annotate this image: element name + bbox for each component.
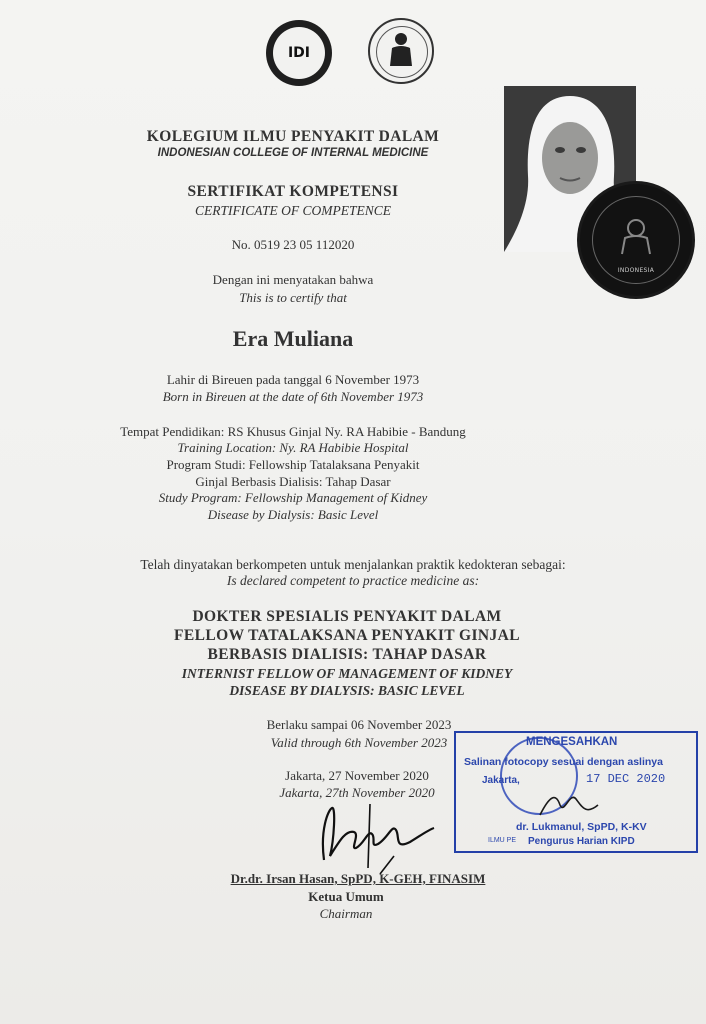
- idi-logo-text: IDI: [287, 45, 311, 61]
- idi-logo: [266, 20, 332, 86]
- certificate-number: No. 0519 23 05 112020: [231, 237, 355, 252]
- stamp-line1: Salinan fotocopy sesuai dengan aslinya: [464, 756, 663, 768]
- stamp-signature: [536, 785, 606, 825]
- certificate-title-en: CERTIFICATE OF COMPETENCE: [195, 203, 391, 218]
- program-id-line2: Ginjal Berbasis Dialisis: Tahap Dasar: [195, 474, 391, 489]
- role-id-line3: BERBASIS DIALISIS: TAHAP DASAR: [207, 646, 487, 663]
- seal-caption: INDONESIA: [617, 267, 655, 274]
- place-date-en: Jakarta, 27th November 2020: [279, 785, 435, 800]
- role-id-line2: FELLOW TATALAKSANA PENYAKIT GINJAL: [174, 627, 520, 644]
- valid-until-en: Valid through 6th November 2023: [270, 735, 448, 750]
- intro-id: Dengan ini menyatakan bahwa: [212, 272, 374, 287]
- college-name-id: KOLEGIUM ILMU PENYAKIT DALAM: [146, 128, 440, 145]
- signatory-role-en: Chairman: [319, 906, 373, 921]
- role-en-line1: INTERNIST FELLOW OF MANAGEMENT OF KIDNEY: [181, 666, 513, 681]
- stamp-small-text: ILMU PE: [488, 837, 517, 844]
- role-id-line1: DOKTER SPESIALIS PENYAKIT DALAM: [192, 608, 502, 625]
- signatory-name: Dr.dr. Irsan Hasan, SpPD, K-GEH, FINASIM: [230, 871, 486, 886]
- program-id-line1: Program Studi: Fellowship Tatalaksana Penyakit: [166, 457, 420, 472]
- program-en-line1: Study Program: Fellowship Management of Kidney: [158, 490, 428, 505]
- papdi-logo: [368, 18, 434, 84]
- training-location-id: Tempat Pendidikan: RS Khusus Ginjal Ny. RA Habibie - Bandung: [120, 424, 466, 439]
- place-date-id: Jakarta, 27 November 2020: [285, 768, 429, 783]
- stamp-title: MENGESAHKAN: [526, 736, 618, 748]
- stamp-place: Jakarta,: [482, 775, 520, 786]
- signatory-role-id: Ketua Umum: [308, 889, 384, 904]
- declared-en: Is declared competent to practice medicine as:: [226, 573, 480, 588]
- role-en-line2: DISEASE BY DIALYSIS: BASIC LEVEL: [229, 683, 465, 698]
- legalization-stamp: [454, 731, 698, 853]
- program-en-line2: Disease by Dialysis: Basic Level: [207, 507, 379, 522]
- stamp-officer: dr. Lukmanul, SpPD, K-KV: [516, 821, 647, 833]
- holder-name: Era Muliana: [232, 326, 354, 351]
- intro-en: This is to certify that: [239, 290, 347, 305]
- stamp-role: Pengurus Harian KIPD: [528, 836, 635, 847]
- stamp-date: 17 DEC 2020: [586, 772, 666, 786]
- certificate-title-id: SERTIFIKAT KOMPETENSI: [187, 183, 399, 200]
- birth-en: Born in Bireuen at the date of 6th November 1973: [162, 389, 424, 404]
- chairman-signature: [310, 790, 440, 880]
- birth-id: Lahir di Bireuen pada tanggal 6 November 1973: [166, 372, 420, 387]
- college-name-en: INDONESIAN COLLEGE OF INTERNAL MEDICINE: [157, 147, 429, 159]
- training-location-en: Training Location: Ny. RA Habibie Hospital: [177, 440, 409, 455]
- declared-id: Telah dinyatakan berkompeten untuk menjalankan praktik kedokteran sebagai:: [140, 557, 566, 572]
- person-figure-icon: [370, 20, 432, 82]
- valid-until-id: Berlaku sampai 06 November 2023: [266, 717, 452, 732]
